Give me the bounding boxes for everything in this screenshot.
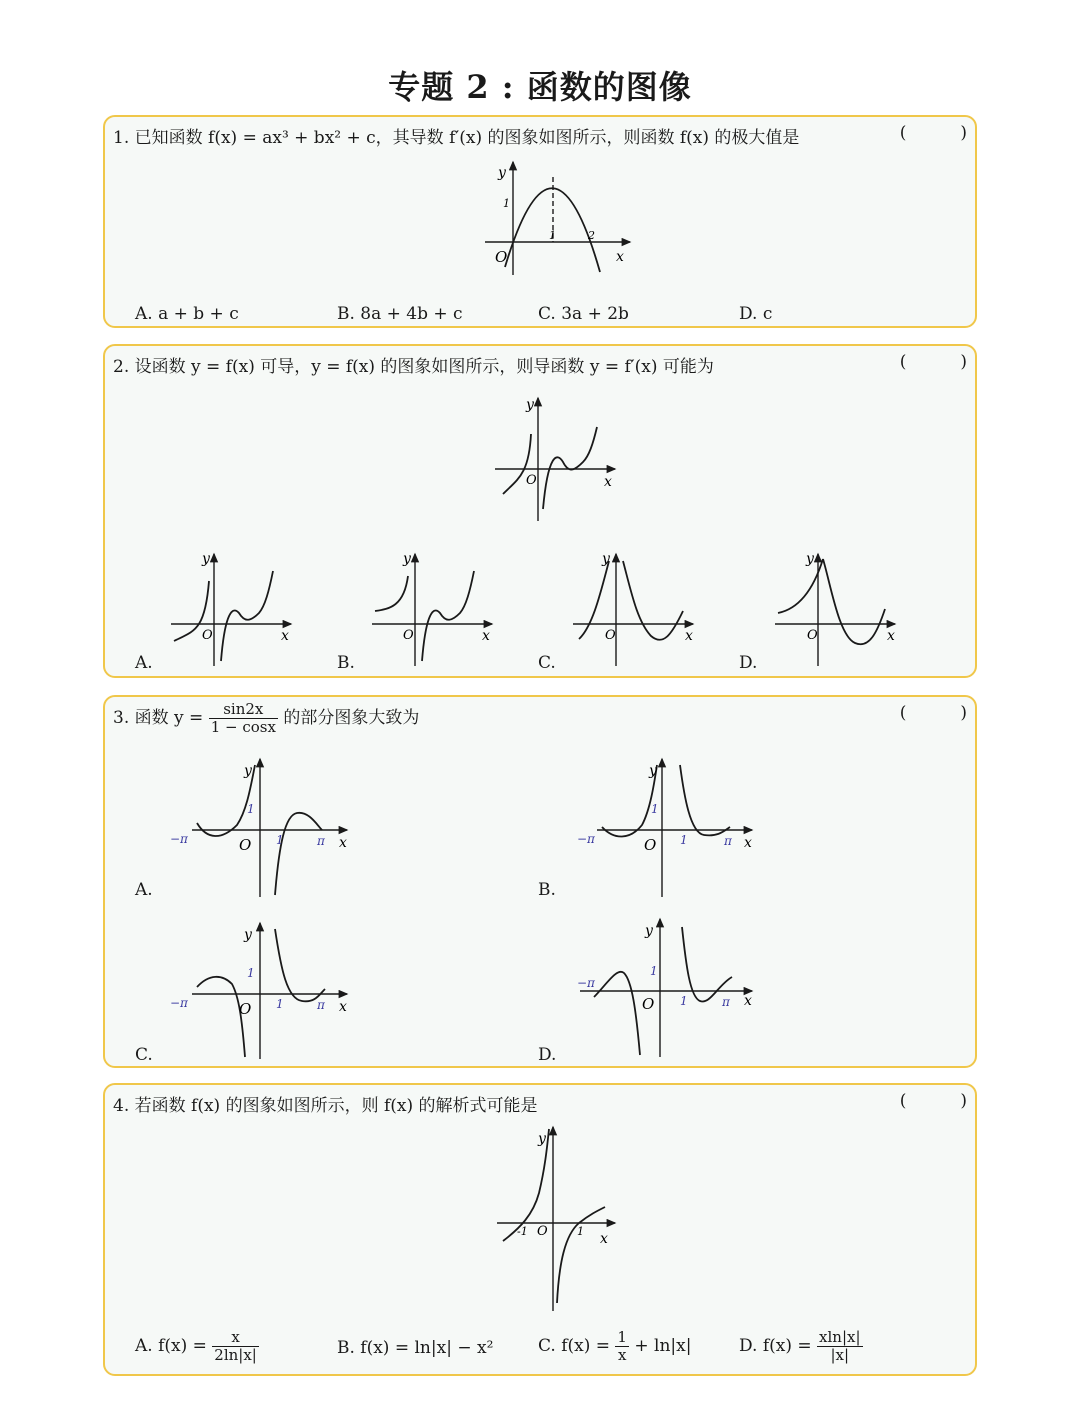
question-2-stem: 2. 设函数 y = f(x) 可导，y = f(x) 的图象如图所示，则导函数 y = f′(x) 可能为 (113, 357, 714, 377)
svg-text:x: x (482, 628, 490, 644)
option-c[interactable]: C. (538, 653, 556, 673)
answer-paren: ( ) (899, 352, 967, 372)
q1-derivative-graph (480, 157, 640, 277)
curve-right (557, 1207, 605, 1303)
svg-text:1: 1 (680, 833, 688, 847)
option-d[interactable]: D. c (739, 304, 773, 324)
svg-text:x: x (339, 835, 347, 851)
q3-option-c-graph[interactable] (167, 919, 357, 1064)
svg-text:−π: −π (170, 996, 188, 1010)
svg-text:y: y (645, 923, 653, 939)
answer-paren: ( ) (899, 1091, 967, 1111)
x-tick-neg-1: -1 (517, 1225, 528, 1238)
svg-text:π: π (317, 834, 325, 848)
svg-text:π: π (722, 995, 730, 1009)
question-1-card (103, 115, 977, 328)
answer-paren: ( ) (899, 703, 967, 723)
question-3-stem: 3. 函数 y = $\frac{\sin 2x}{1 - \cos x}$ 的部分图象大致为 (113, 700, 420, 736)
option-d[interactable]: D. (739, 653, 758, 673)
x-tick-2: 2 (588, 229, 595, 242)
svg-text:x: x (744, 993, 752, 1009)
svg-text:O: O (644, 836, 657, 854)
option-b[interactable]: B. (538, 880, 556, 900)
x-label: x (616, 249, 624, 265)
svg-text:y: y (602, 551, 610, 567)
y-tick-1: 1 (503, 197, 510, 210)
y-label: y (498, 165, 506, 181)
q2-option-c-graph[interactable] (571, 551, 701, 669)
x-tick-1: 1 (549, 229, 556, 242)
question-2-card (103, 344, 977, 678)
origin-label: O (495, 248, 508, 266)
curve-right (543, 427, 597, 509)
svg-text:y: y (244, 927, 252, 943)
svg-text:O: O (642, 995, 655, 1013)
svg-text:π: π (724, 834, 732, 848)
x-label: x (604, 474, 612, 490)
svg-text:x: x (744, 835, 752, 851)
svg-text:y: y (244, 763, 252, 779)
option-d[interactable]: D. f(x) = $\frac{xln|x|}{|x|}$ (739, 1328, 861, 1364)
svg-text:1: 1 (247, 966, 255, 980)
option-b[interactable]: B. f(x) = ln|x| − x² (337, 1338, 494, 1358)
option-a[interactable]: A. (135, 653, 153, 673)
svg-text:y: y (403, 551, 411, 567)
svg-text:y: y (202, 551, 210, 567)
svg-text:π: π (317, 998, 325, 1012)
option-b[interactable]: B. (337, 653, 355, 673)
svg-text:1: 1 (651, 802, 659, 816)
option-b[interactable]: B. 8a + 4b + c (337, 304, 463, 324)
y-label: y (538, 1131, 546, 1147)
q2-option-b-graph[interactable] (370, 551, 500, 669)
y-label: y (526, 397, 534, 413)
svg-text:O: O (807, 628, 818, 643)
q3-option-b-graph[interactable] (572, 755, 762, 900)
option-c[interactable]: C. f(x) = $\frac{1}{x}$ + ln|x| (538, 1328, 692, 1364)
svg-text:1: 1 (247, 802, 255, 816)
svg-text:−π: −π (577, 832, 595, 846)
question-3-card (103, 695, 977, 1068)
svg-text:x: x (887, 628, 895, 644)
option-c[interactable]: C. 3a + 2b (538, 304, 629, 324)
q3-option-d-graph[interactable] (572, 915, 762, 1060)
x-tick-1: 1 (577, 1225, 584, 1238)
question-4-card (103, 1083, 977, 1376)
svg-text:1: 1 (650, 964, 658, 978)
origin-label: O (537, 1224, 548, 1239)
option-a[interactable]: A. (135, 880, 153, 900)
q4-function-graph (495, 1123, 625, 1313)
svg-text:1: 1 (276, 833, 284, 847)
svg-text:−π: −π (170, 832, 188, 846)
answer-paren: ( ) (899, 123, 967, 143)
fraction: $\frac{\sin 2x}{1 - \cos x}$ (210, 700, 276, 736)
svg-text:O: O (202, 628, 213, 643)
option-a[interactable]: A. f(x) = $\frac{x}{2\ln|x|}$ (135, 1328, 257, 1364)
question-1-stem: 1. 已知函数 f(x) = ax³ + bx² + c，其导数 f′(x) 的图象如图所示，则函数 f(x) 的极大值是 (113, 128, 800, 148)
option-d[interactable]: D. (538, 1045, 557, 1065)
svg-text:O: O (239, 836, 252, 854)
q2-option-d-graph[interactable] (773, 551, 903, 669)
svg-text:1: 1 (276, 997, 284, 1011)
svg-text:−π: −π (577, 976, 595, 990)
question-4-stem: 4. 若函数 f(x) 的图象如图所示，则 f(x) 的解析式可能是 (113, 1096, 538, 1116)
svg-text:y: y (806, 551, 814, 567)
page-title: 专题 2 : 函数的图像 (388, 68, 692, 106)
q2-function-graph (493, 394, 623, 524)
q3-option-a-graph[interactable] (167, 755, 357, 900)
option-c[interactable]: C. (135, 1045, 153, 1065)
svg-text:x: x (339, 999, 347, 1015)
q2-option-a-graph[interactable] (169, 551, 299, 669)
svg-text:O: O (403, 628, 414, 643)
svg-text:x: x (281, 628, 289, 644)
svg-text:y: y (649, 763, 657, 779)
svg-text:O: O (605, 628, 616, 643)
option-a[interactable]: A. a + b + c (135, 304, 239, 324)
svg-text:x: x (685, 628, 693, 644)
svg-text:O: O (239, 1000, 252, 1018)
x-label: x (600, 1231, 608, 1247)
origin-label: O (526, 473, 537, 488)
svg-text:1: 1 (680, 994, 688, 1008)
